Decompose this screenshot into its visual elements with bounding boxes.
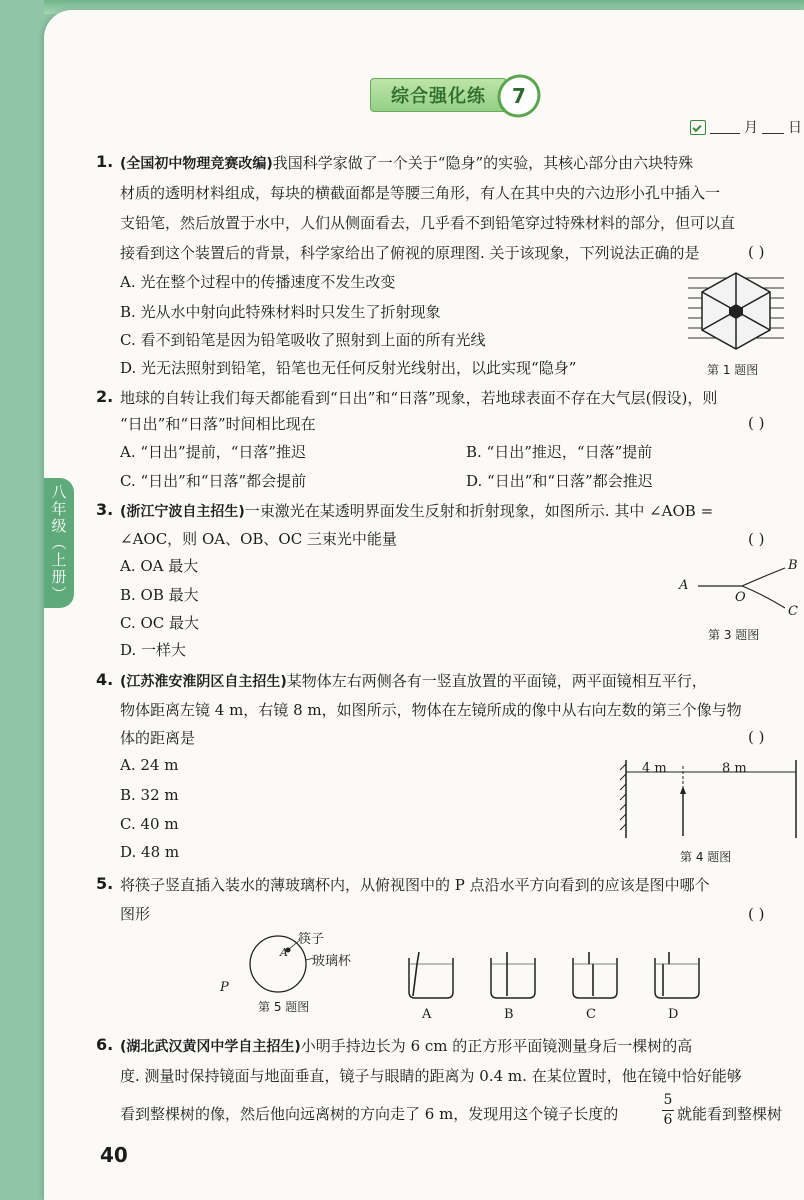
q3-caption: 第 3 题图 (708, 628, 760, 642)
q2-line2: “日出”和“日落”时间相比现在 (120, 415, 316, 433)
q3-option-d: D. 一样大 (120, 641, 187, 659)
q6-line2: 度. 测量时保持镜面与地面垂直，镜子与眼睛的距离为 0.4 m. 在某位置时，他在镜中恰好能够 (120, 1067, 742, 1085)
month-label: 月 (744, 120, 758, 136)
q5-line1: 将筷子竖直插入装水的薄玻璃杯内，从俯视图中的 P 点沿水平方向看到的应该是图中哪个 (120, 876, 710, 894)
q4-option-a: A. 24 m (120, 756, 179, 774)
q4-option-d: D. 48 m (120, 843, 180, 861)
q1-hexagon-diagram (686, 268, 786, 353)
q2-option-b: B. “日出”推迟，“日落”提前 (466, 443, 653, 461)
q6-line3a: 看到整棵树的像，然后他向远离树的方向走了 6 m，发现用这个镜子长度的 (120, 1105, 619, 1123)
q2-option-d: D. “日出”和“日落”都会推迟 (466, 472, 653, 490)
q5-label-chopstick: 筷子 (298, 932, 325, 947)
q6-fraction-denominator: 6 (663, 1112, 673, 1128)
q5-option-a-label: A (422, 1007, 432, 1022)
q1-line4: 接看到这个装置后的背景，科学家给出了俯视的原理图. 关于该现象，下列说法正确的是 (120, 244, 700, 262)
q4-label-8m: 8 m (722, 761, 747, 776)
q3-point-a: A (679, 578, 689, 593)
q6-fraction-numerator: 5 (663, 1092, 673, 1108)
q5-line2: 图形 (120, 905, 151, 923)
q2-option-a: A. “日出”提前，“日落”推迟 (120, 443, 307, 461)
q3-line1: (浙江宁波自主招生)一束激光在某透明界面发生反射和折射现象，如图所示. 其中 ∠AOB = (120, 502, 714, 520)
q5-option-b-label: B (504, 1007, 514, 1022)
q3-light-diagram (690, 560, 790, 615)
q6-line1: (湖北武汉黄冈中学自主招生)小明手持边长为 6 cm 的正方形平面镜测量身后一棵树的高 (120, 1037, 693, 1055)
q1-option-d: D. 光无法照射到铅笔，铅笔也无任何反射光线射出，以此实现“隐身” (120, 359, 577, 377)
q4-option-c: C. 40 m (120, 815, 179, 833)
q3-option-c: C. OC 最大 (120, 614, 200, 632)
q1-line1: (全国初中物理竞赛改编)我国科学家做了一个关于“隐身”的实验，其核心部分由六块特殊 (120, 154, 694, 172)
q6-number: 6. (96, 1035, 114, 1054)
q5-caption: 第 5 题图 (258, 1000, 310, 1014)
section-number-badge: 7 (489, 66, 550, 127)
q5-label-glass: 玻璃杯 (312, 954, 352, 969)
q5-options-diagram (405, 952, 705, 1002)
q1-line2: 材质的透明材料组成，每块的横截面都是等腰三角形，有人在其中央的六边形小孔中插入一 (120, 184, 721, 202)
q5-number: 5. (96, 874, 114, 893)
q5-point-a: A (280, 946, 288, 959)
page-number: 40 (100, 1143, 128, 1167)
q1-number: 1. (96, 152, 114, 171)
q6-line3b: 就能看到整棵树 (677, 1105, 783, 1123)
q1-option-b: B. 光从水中射向此特殊材料时只发生了折射现象 (120, 303, 441, 321)
q4-line2: 物体距离左镜 4 m，右镜 8 m，如图所示，物体在左镜所成的像中从右向左数的第三个像与物 (120, 701, 742, 719)
q4-line3: 体的距离是 (120, 729, 196, 747)
day-label: 日 (788, 120, 802, 136)
q3-point-o: O (735, 590, 746, 605)
q5-option-c-label: C (586, 1007, 596, 1022)
q4-label-4m: 4 m (642, 761, 667, 776)
q4-option-b: B. 32 m (120, 786, 179, 804)
q1-answer-paren: ( ) (748, 243, 765, 261)
grade-side-tab: 八年级（上册） (44, 478, 74, 608)
q2-option-c: C. “日出”和“日落”都会提前 (120, 472, 307, 490)
q2-answer-paren: ( ) (748, 414, 765, 432)
q4-mirror-diagram (612, 758, 798, 840)
q3-option-b: B. OB 最大 (120, 586, 199, 604)
q1-line3: 支铅笔，然后放置于水中，人们从侧面看去，几乎看不到铅笔穿过特殊材料的部分，但可以直 (120, 214, 736, 232)
q6-fraction-bar (662, 1110, 674, 1111)
q3-number: 3. (96, 500, 114, 519)
q1-option-c: C. 看不到铅笔是因为铅笔吸收了照射到上面的所有光线 (120, 331, 486, 349)
q5-answer-paren: ( ) (748, 905, 765, 923)
section-title: 综合强化练 (370, 78, 507, 112)
q2-number: 2. (96, 387, 114, 406)
q5-option-d-label: D (668, 1007, 679, 1022)
date-field (690, 117, 802, 137)
q4-caption: 第 4 题图 (680, 850, 732, 864)
q3-point-c: C (788, 604, 798, 619)
q5-point-p: P (220, 980, 229, 995)
q1-caption: 第 1 题图 (707, 363, 759, 377)
calendar-check-icon (690, 120, 706, 135)
month-blank (710, 121, 740, 134)
q1-option-a: A. 光在整个过程中的传播速度不发生改变 (120, 273, 396, 291)
q2-line1: 地球的自转让我们每天都能看到“日出”和“日落”现象，若地球表面不存在大气层(假设)，则 (120, 389, 718, 407)
day-blank (762, 121, 784, 134)
q3-option-a: A. OA 最大 (120, 557, 199, 575)
q3-answer-paren: ( ) (748, 530, 765, 548)
q4-answer-paren: ( ) (748, 728, 765, 746)
q3-point-b: B (788, 558, 798, 573)
q4-number: 4. (96, 670, 114, 689)
q4-line1: (江苏淮安淮阴区自主招生)某物体左右两侧各有一竖直放置的平面镜，两平面镜相互平行， (120, 672, 707, 690)
q3-line2: ∠AOC，则 OA、OB、OC 三束光中能量 (120, 530, 397, 548)
